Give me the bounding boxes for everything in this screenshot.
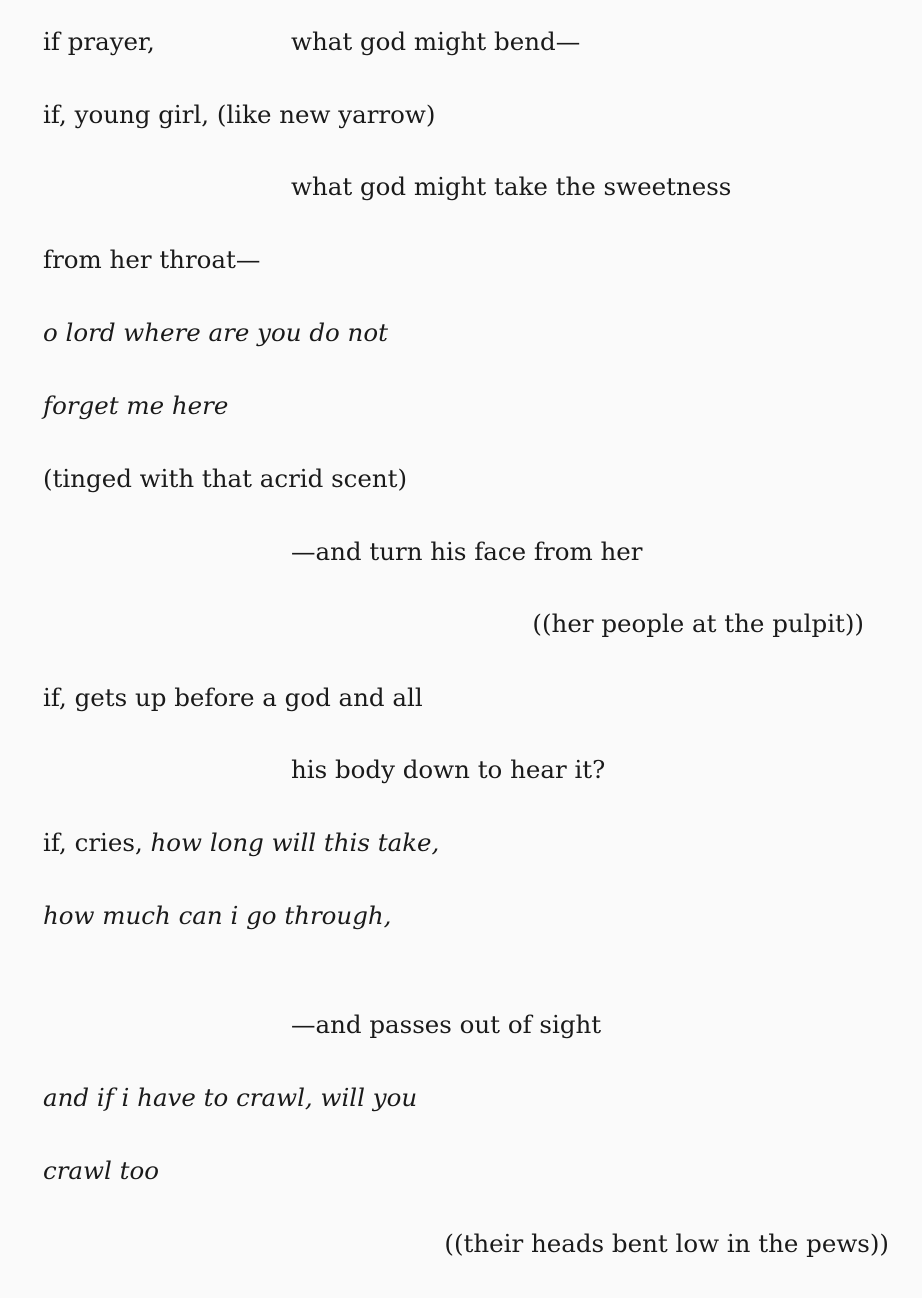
- poem-line: ((her people at the pulpit)): [532, 609, 864, 638]
- poem-line: his body down to hear it?: [291, 755, 606, 784]
- poem-line: if, gets up before a god and all: [43, 683, 423, 712]
- poem-line-italic: how much can i go through,: [43, 901, 392, 930]
- poem-line-italic: and if i have to crawl, will you: [43, 1083, 418, 1112]
- poem-line: from her throat—: [43, 245, 261, 274]
- poem-line-italic-part: how long will this take,: [150, 828, 440, 857]
- poem-line: if prayer,: [43, 27, 155, 56]
- poem-line: (tinged with that acrid scent): [43, 464, 408, 493]
- poem-line: ((their heads bent low in the pews)): [444, 1229, 889, 1258]
- poem-line: —and passes out of sight: [291, 1010, 602, 1039]
- poem-line-italic: crawl too: [43, 1156, 159, 1185]
- poem-line-italic: forget me here: [43, 391, 229, 420]
- poem-line-roman-part: if, cries,: [43, 828, 151, 857]
- poem-line-italic: o lord where are you do not: [43, 318, 388, 347]
- poem-line: —and turn his face from her: [291, 537, 643, 566]
- poem-line: [43, 828, 440, 857]
- poem-line: what god might take the sweetness: [291, 172, 732, 201]
- poem-line: if, young girl, (like new yarrow): [43, 100, 436, 129]
- poem-line: what god might bend—: [291, 27, 581, 56]
